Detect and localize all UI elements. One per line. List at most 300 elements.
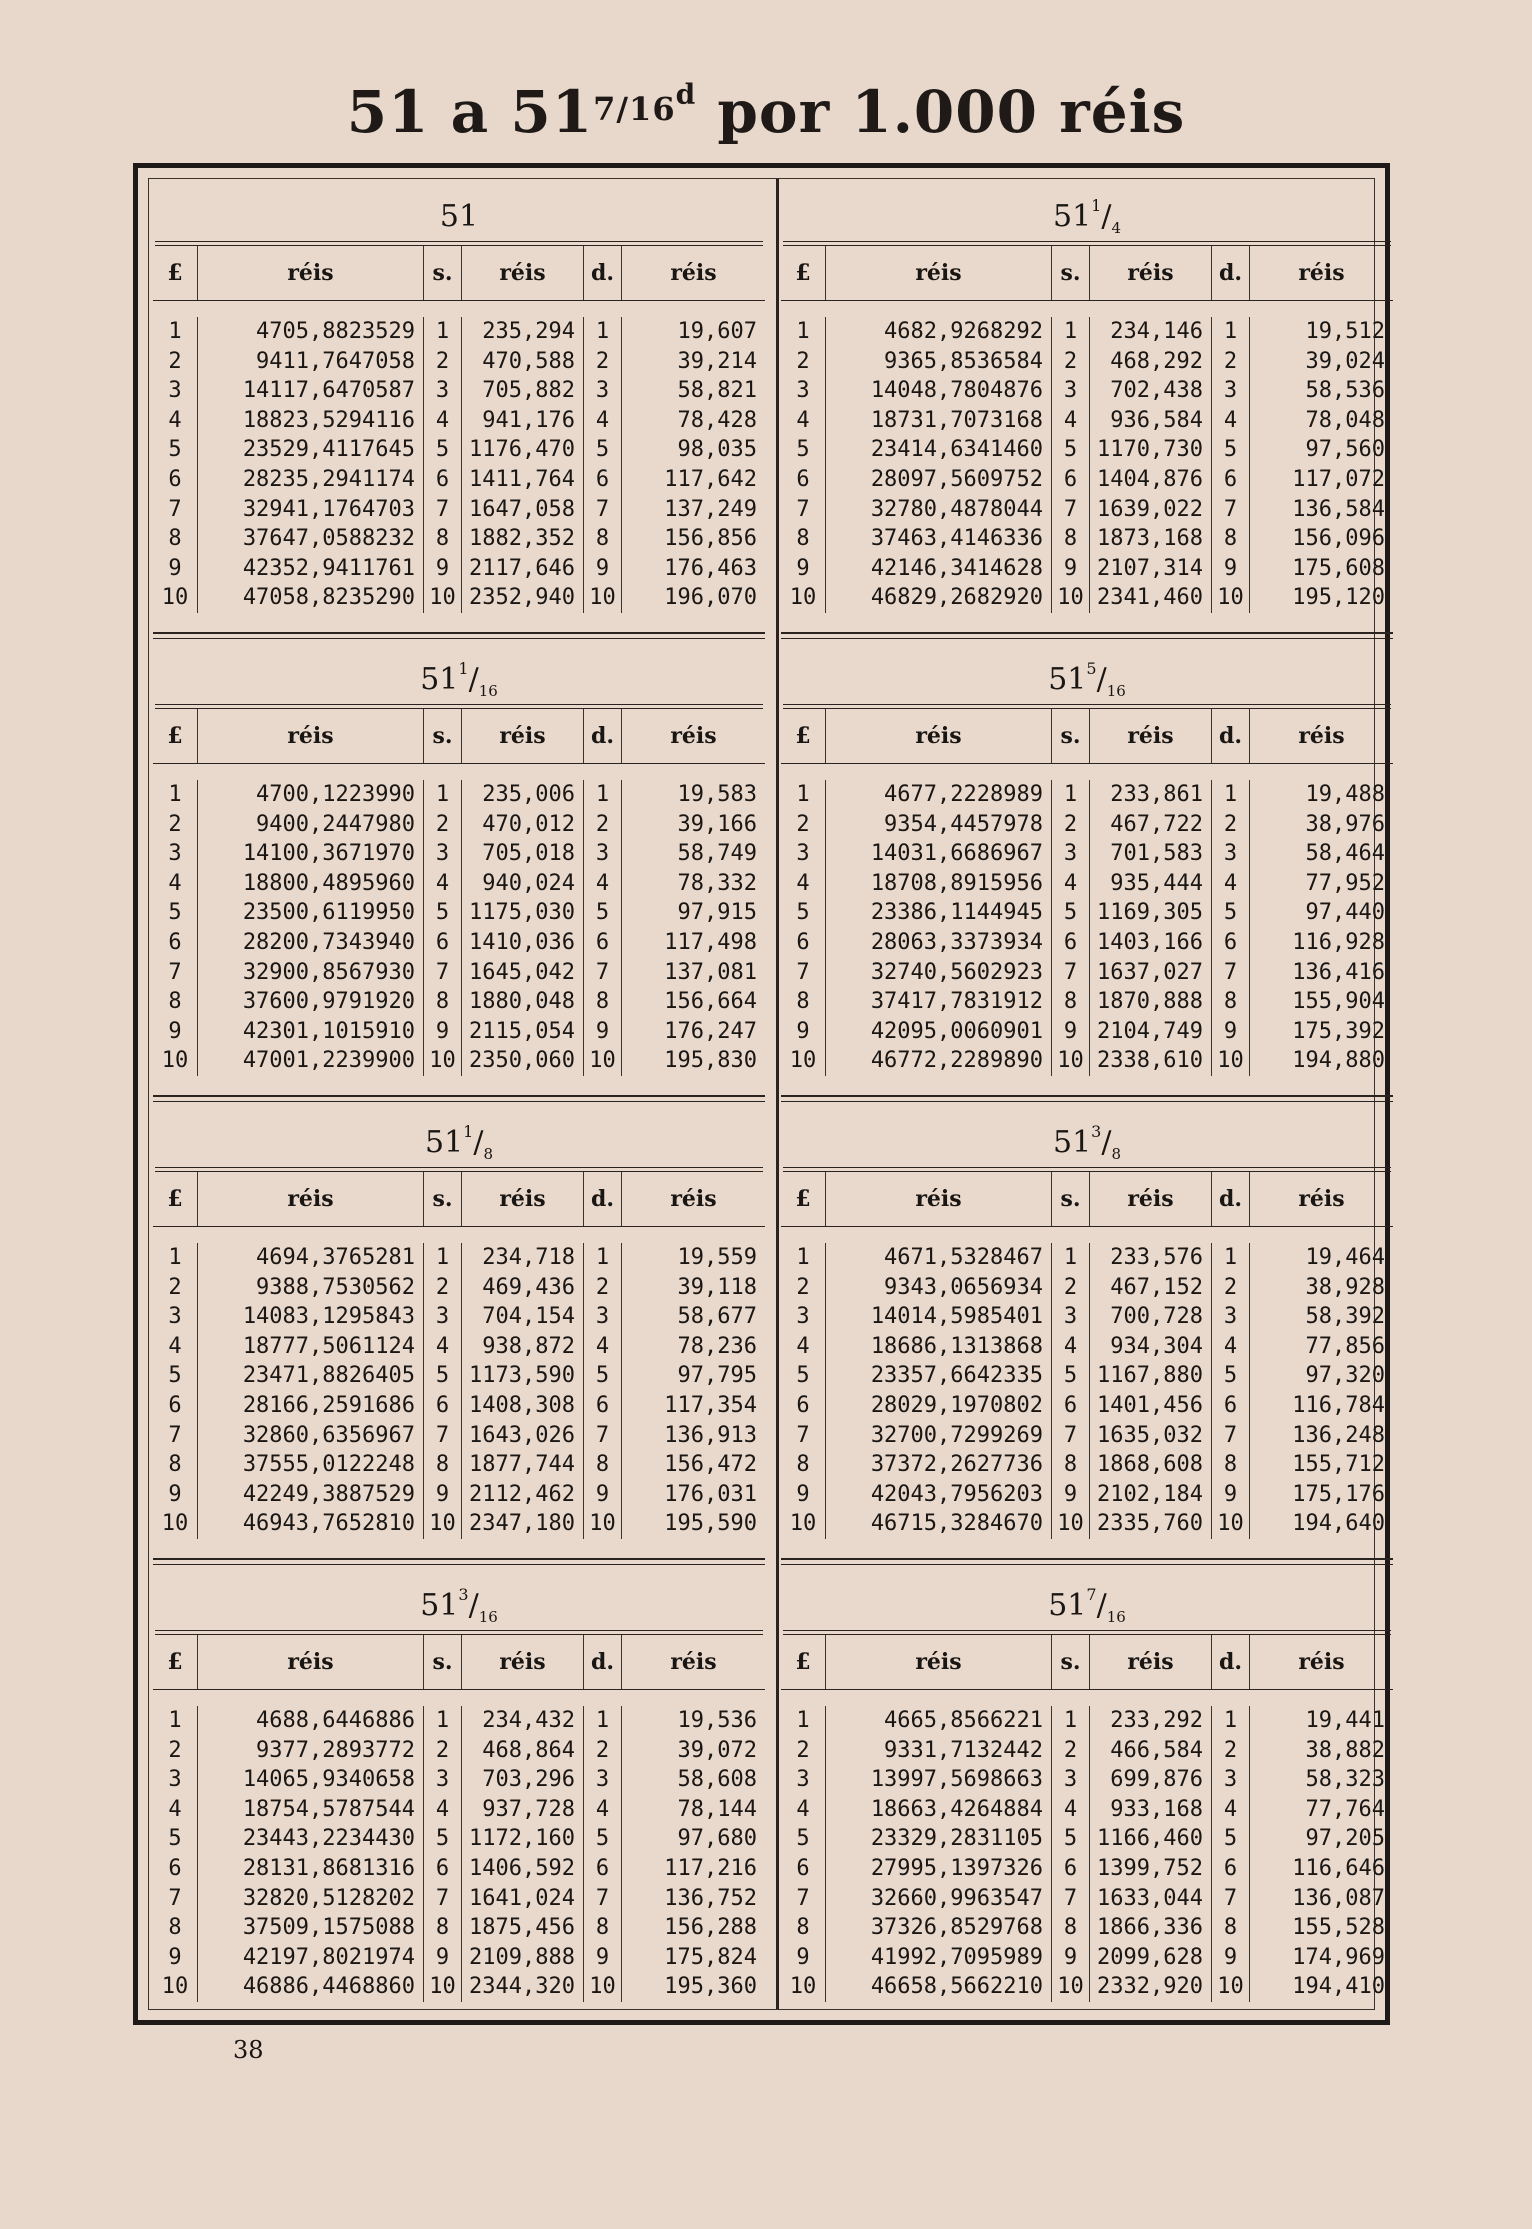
- table-cell: 234,432: [461, 1706, 583, 1736]
- table-cell: 1: [168, 319, 182, 344]
- table-cell: 4682,9268292: [825, 317, 1051, 347]
- table-cell: 2: [796, 811, 810, 837]
- table-cell: 10: [423, 1972, 461, 2002]
- table-cell: 28097,5609752: [825, 465, 1051, 495]
- table-row: [781, 987, 1393, 1017]
- table-cell: 2099,628: [1089, 1943, 1211, 1973]
- table-cell: 10: [161, 585, 189, 611]
- table-cell: 136,752: [621, 1884, 765, 1914]
- table-cell: 6: [168, 466, 182, 492]
- table-cell: 9: [423, 1017, 461, 1047]
- table-cell: 9411,7647058: [197, 347, 423, 377]
- table-cell: 3: [168, 1304, 182, 1330]
- table-cell: 7: [1211, 1884, 1249, 1914]
- table-row: [153, 1736, 765, 1766]
- table-rows: [781, 764, 1393, 1076]
- col-reis-header: réis: [825, 1172, 1051, 1226]
- table-row: [153, 1017, 765, 1047]
- table-cell: 14117,6470587: [197, 376, 423, 406]
- table-cell: 9: [1211, 554, 1249, 584]
- table-cell: 1870,888: [1089, 987, 1211, 1017]
- col-shilling-header: s.: [1051, 1172, 1089, 1226]
- table-cell: 97,915: [621, 898, 765, 928]
- rate-block: [153, 179, 765, 639]
- table-cell: 4: [1211, 406, 1249, 436]
- table-cell: 3: [583, 1765, 621, 1795]
- table-cell: 7: [423, 1421, 461, 1451]
- table-cell: 14083,1295843: [197, 1302, 423, 1332]
- table-cell: 1873,168: [1089, 524, 1211, 554]
- table-cell: 470,588: [461, 347, 583, 377]
- table-cell: 5: [168, 437, 182, 463]
- table-row: [153, 987, 765, 1017]
- col-pound-header: £: [795, 1649, 811, 1675]
- table-cell: 1633,044: [1089, 1884, 1211, 1914]
- table-cell: 1: [1051, 780, 1089, 810]
- table-cell: 9: [168, 1018, 182, 1044]
- table-cell: 14100,3671970: [197, 839, 423, 869]
- table-cell: 8: [1051, 1450, 1089, 1480]
- table-cell: 97,680: [621, 1824, 765, 1854]
- inner-frame: [148, 178, 1385, 2010]
- table-cell: 10: [423, 1046, 461, 1076]
- col-pence-header: d.: [1211, 709, 1249, 763]
- table-cell: 10: [583, 1972, 621, 2002]
- table-cell: 37509,1575088: [197, 1913, 423, 1943]
- table-cell: 937,728: [461, 1795, 583, 1825]
- table-row: [781, 928, 1393, 958]
- table-cell: 18823,5294116: [197, 406, 423, 436]
- table-row: [781, 495, 1393, 525]
- table-cell: 7: [1211, 1421, 1249, 1451]
- table-cell: 58,392: [1249, 1302, 1393, 1332]
- table-cell: 4688,6446886: [197, 1706, 423, 1736]
- table-row: [153, 1706, 765, 1736]
- table-cell: 19,536: [621, 1706, 765, 1736]
- table-cell: 2341,460: [1089, 583, 1211, 613]
- table-cell: 1: [796, 1245, 810, 1270]
- table-cell: 195,590: [621, 1509, 765, 1539]
- table-cell: 5: [1051, 898, 1089, 928]
- table-row: [781, 810, 1393, 840]
- table-cell: 1635,032: [1089, 1421, 1211, 1451]
- table-cell: 10: [789, 585, 817, 611]
- table-cell: 7: [1051, 958, 1089, 988]
- table-cell: 38,976: [1249, 810, 1393, 840]
- col-reis-header: réis: [197, 709, 423, 763]
- table-cell: 4: [423, 1795, 461, 1825]
- table-cell: 46715,3284670: [825, 1509, 1051, 1539]
- table-cell: 1: [1051, 1706, 1089, 1736]
- table-cell: 1866,336: [1089, 1913, 1211, 1943]
- table-cell: 3: [796, 378, 810, 404]
- table-row: [781, 1302, 1393, 1332]
- column-headers: [781, 246, 1393, 301]
- table-cell: 3: [796, 1304, 810, 1330]
- table-cell: 4: [168, 407, 182, 433]
- table-cell: 58,608: [621, 1765, 765, 1795]
- table-row: [781, 1273, 1393, 1303]
- table-cell: 8: [423, 1913, 461, 1943]
- table-cell: 6: [1211, 465, 1249, 495]
- table-cell: 7: [796, 496, 810, 522]
- table-cell: 4677,2228989: [825, 780, 1051, 810]
- table-cell: 9: [1211, 1480, 1249, 1510]
- block-rate-denominator: 8: [483, 1145, 494, 1163]
- block-rate-whole: 51: [420, 1588, 459, 1623]
- fraction-slash: /: [468, 1588, 479, 1623]
- table-cell: 8: [1051, 1913, 1089, 1943]
- table-cell: 4: [423, 1332, 461, 1362]
- table-row: [153, 1046, 765, 1076]
- table-cell: 10: [161, 1511, 189, 1537]
- table-cell: 8: [796, 1915, 810, 1941]
- table-cell: 32820,5128202: [197, 1884, 423, 1914]
- table-cell: 175,608: [1249, 554, 1393, 584]
- table-cell: 136,248: [1249, 1421, 1393, 1451]
- table-cell: 4: [583, 406, 621, 436]
- table-cell: 8: [168, 1915, 182, 1941]
- table-cell: 2: [1211, 1273, 1249, 1303]
- column-headers: [153, 1635, 765, 1690]
- table-cell: 2: [168, 1737, 182, 1763]
- col-pence-header: d.: [583, 1172, 621, 1226]
- table-cell: 10: [1211, 583, 1249, 613]
- table-cell: 233,292: [1089, 1706, 1211, 1736]
- table-cell: 4: [796, 1333, 810, 1359]
- table-cell: 1175,030: [461, 898, 583, 928]
- table-cell: 10: [583, 1046, 621, 1076]
- table-cell: 5: [423, 898, 461, 928]
- table-cell: 6: [796, 1855, 810, 1881]
- table-row: [781, 1480, 1393, 1510]
- table-cell: 6: [583, 1391, 621, 1421]
- table-row: [153, 376, 765, 406]
- table-cell: 4671,5328467: [825, 1243, 1051, 1273]
- col-pound-header: £: [167, 723, 183, 749]
- table-cell: 136,416: [1249, 958, 1393, 988]
- table-cell: 8: [583, 1913, 621, 1943]
- table-cell: 194,880: [1249, 1046, 1393, 1076]
- table-cell: 4: [583, 1332, 621, 1362]
- table-cell: 705,018: [461, 839, 583, 869]
- table-row: [153, 1884, 765, 1914]
- table-cell: 1: [1051, 317, 1089, 347]
- table-cell: 4: [1211, 869, 1249, 899]
- block-bottom-rule: [781, 632, 1393, 639]
- table-cell: 156,856: [621, 524, 765, 554]
- table-cell: 174,969: [1249, 1943, 1393, 1973]
- table-cell: 1643,026: [461, 1421, 583, 1451]
- table-cell: 19,441: [1249, 1706, 1393, 1736]
- table-cell: 5: [1211, 1361, 1249, 1391]
- table-cell: 8: [423, 987, 461, 1017]
- table-cell: 1: [423, 317, 461, 347]
- table-row: [153, 1391, 765, 1421]
- block-rate-whole: 51: [1052, 1125, 1092, 1160]
- block-bottom-rule: [153, 632, 765, 639]
- table-cell: 8: [1211, 1913, 1249, 1943]
- table-cell: 156,096: [1249, 524, 1393, 554]
- table-cell: 10: [789, 1511, 817, 1537]
- table-row: [781, 1332, 1393, 1362]
- table-cell: 702,438: [1089, 376, 1211, 406]
- title-main: 51 a 51: [346, 78, 594, 146]
- col-reis-header: réis: [621, 709, 765, 763]
- table-cell: 4665,8566221: [825, 1706, 1051, 1736]
- block-rate-numerator: 1: [1091, 196, 1102, 215]
- table-cell: 46829,2682920: [825, 583, 1051, 613]
- table-cell: 5: [583, 1361, 621, 1391]
- block-heading: [153, 1105, 765, 1167]
- col-pence-header: d.: [583, 1635, 621, 1689]
- block-rate-denominator: 8: [1111, 1145, 1122, 1163]
- table-cell: 23386,1144945: [825, 898, 1051, 928]
- table-cell: 8: [583, 524, 621, 554]
- table-cell: 14031,6686967: [825, 839, 1051, 869]
- table-cell: 117,498: [621, 928, 765, 958]
- table-cell: 1647,058: [461, 495, 583, 525]
- table-cell: 2: [583, 810, 621, 840]
- table-cell: 467,152: [1089, 1273, 1211, 1303]
- col-shilling-header: s.: [1051, 709, 1089, 763]
- fraction-slash: /: [473, 1125, 484, 1160]
- table-cell: 97,320: [1249, 1361, 1393, 1391]
- table-cell: 6: [1051, 1391, 1089, 1421]
- table-cell: 194,410: [1249, 1972, 1393, 2002]
- table-cell: 3: [423, 1302, 461, 1332]
- table-cell: 4: [1051, 1795, 1089, 1825]
- table-cell: 5: [1211, 1824, 1249, 1854]
- table-cell: 7: [583, 958, 621, 988]
- table-cell: 14014,5985401: [825, 1302, 1051, 1332]
- table-row: [153, 1273, 765, 1303]
- table-cell: 18708,8915956: [825, 869, 1051, 899]
- table-cell: 23414,6341460: [825, 435, 1051, 465]
- table-cell: 8: [168, 526, 182, 552]
- table-cell: 7: [583, 495, 621, 525]
- table-cell: 32660,9963547: [825, 1884, 1051, 1914]
- table-cell: 9: [796, 1944, 810, 1970]
- page-number: 38: [233, 2036, 264, 2064]
- table-cell: 469,436: [461, 1273, 583, 1303]
- table-cell: 9388,7530562: [197, 1273, 423, 1303]
- table-cell: 6: [423, 928, 461, 958]
- table-cell: 39,118: [621, 1273, 765, 1303]
- table-cell: 1406,592: [461, 1854, 583, 1884]
- table-cell: 9: [796, 555, 810, 581]
- table-cell: 3: [1211, 1765, 1249, 1795]
- table-cell: 32941,1764703: [197, 495, 423, 525]
- table-cell: 8: [1051, 524, 1089, 554]
- table-cell: 42249,3887529: [197, 1480, 423, 1510]
- table-cell: 195,830: [621, 1046, 765, 1076]
- table-row: [153, 1824, 765, 1854]
- table-row: [153, 1943, 765, 1973]
- table-cell: 156,472: [621, 1450, 765, 1480]
- table-cell: 1639,022: [1089, 495, 1211, 525]
- table-cell: 78,048: [1249, 406, 1393, 436]
- table-cell: 2: [796, 348, 810, 374]
- table-cell: 3: [1051, 1302, 1089, 1332]
- table-row: [153, 1795, 765, 1825]
- table-cell: 4: [168, 870, 182, 896]
- table-cell: 5: [1051, 1824, 1089, 1854]
- col-reis-header: réis: [1249, 1172, 1393, 1226]
- table-cell: 27995,1397326: [825, 1854, 1051, 1884]
- table-cell: 10: [1051, 583, 1089, 613]
- col-pound-header: £: [167, 260, 183, 286]
- table-cell: 1170,730: [1089, 435, 1211, 465]
- table-cell: 46658,5662210: [825, 1972, 1051, 2002]
- table-cell: 28063,3373934: [825, 928, 1051, 958]
- table-row: [781, 898, 1393, 928]
- table-cell: 704,154: [461, 1302, 583, 1332]
- table-cell: 1: [583, 1243, 621, 1273]
- table-cell: 5: [1051, 435, 1089, 465]
- table-cell: 9: [1051, 1943, 1089, 1973]
- table-cell: 2: [583, 1736, 621, 1766]
- rate-block: [153, 1568, 765, 2028]
- table-row: [781, 524, 1393, 554]
- table-row: [153, 317, 765, 347]
- block-heading: [781, 179, 1393, 241]
- table-cell: 5: [796, 900, 810, 926]
- table-row: [781, 839, 1393, 869]
- block-bottom-rule: [781, 1095, 1393, 1102]
- col-reis-header: réis: [461, 1172, 583, 1226]
- table-cell: 9: [423, 554, 461, 584]
- table-cell: 37555,0122248: [197, 1450, 423, 1480]
- table-cell: 7: [1051, 1421, 1089, 1451]
- table-cell: 2: [1051, 1273, 1089, 1303]
- table-row: [153, 435, 765, 465]
- col-reis-header: réis: [825, 246, 1051, 300]
- table-cell: 10: [161, 1974, 189, 2000]
- table-cell: 2: [168, 811, 182, 837]
- table-cell: 8: [796, 526, 810, 552]
- block-rate-numerator: 5: [1086, 659, 1097, 678]
- table-cell: 934,304: [1089, 1332, 1211, 1362]
- table-row: [153, 1854, 765, 1884]
- col-pound-header: £: [795, 723, 811, 749]
- table-cell: 117,354: [621, 1391, 765, 1421]
- block-bottom-rule: [153, 1095, 765, 1102]
- table-cell: 4705,8823529: [197, 317, 423, 347]
- table-cell: 1: [423, 1243, 461, 1273]
- table-cell: 10: [1051, 1509, 1089, 1539]
- table-cell: 6: [168, 1392, 182, 1418]
- table-cell: 39,024: [1249, 347, 1393, 377]
- table-cell: 8: [583, 1450, 621, 1480]
- table-cell: 3: [1051, 1765, 1089, 1795]
- table-cell: 18754,5787544: [197, 1795, 423, 1825]
- table-cell: 42352,9411761: [197, 554, 423, 584]
- column-headers: [781, 1172, 1393, 1227]
- table-cell: 39,072: [621, 1736, 765, 1766]
- rate-block: [153, 1105, 765, 1565]
- table-cell: 9: [168, 1481, 182, 1507]
- table-cell: 97,795: [621, 1361, 765, 1391]
- col-reis-header: réis: [1249, 709, 1393, 763]
- table-cell: 117,216: [621, 1854, 765, 1884]
- table-cell: 32700,7299269: [825, 1421, 1051, 1451]
- table-cell: 19,583: [621, 780, 765, 810]
- table-row: [781, 1509, 1393, 1539]
- block-rate-denominator: 4: [1111, 219, 1122, 237]
- table-cell: 938,872: [461, 1332, 583, 1362]
- table-cell: 10: [1211, 1509, 1249, 1539]
- table-cell: 38,928: [1249, 1273, 1393, 1303]
- table-cell: 8: [423, 1450, 461, 1480]
- table-cell: 6: [1211, 1391, 1249, 1421]
- table-cell: 1399,752: [1089, 1854, 1211, 1884]
- table-rows: [153, 1690, 765, 2002]
- table-cell: 5: [796, 437, 810, 463]
- table-cell: 116,646: [1249, 1854, 1393, 1884]
- fraction-slash: /: [1101, 1125, 1112, 1160]
- table-cell: 9343,0656934: [825, 1273, 1051, 1303]
- table-cell: 9: [583, 554, 621, 584]
- table-cell: 7: [423, 495, 461, 525]
- col-reis-header: réis: [621, 1635, 765, 1689]
- table-cell: 7: [423, 958, 461, 988]
- table-cell: 41992,7095989: [825, 1943, 1051, 1973]
- table-cell: 6: [796, 929, 810, 955]
- table-row: [781, 958, 1393, 988]
- table-cell: 6: [1051, 465, 1089, 495]
- table-cell: 58,323: [1249, 1765, 1393, 1795]
- table-cell: 136,584: [1249, 495, 1393, 525]
- table-cell: 196,070: [621, 583, 765, 613]
- table-cell: 9: [1051, 554, 1089, 584]
- table-cell: 58,677: [621, 1302, 765, 1332]
- table-cell: 234,718: [461, 1243, 583, 1273]
- table-row: [781, 317, 1393, 347]
- table-cell: 117,642: [621, 465, 765, 495]
- table-cell: 4: [1051, 869, 1089, 899]
- table-cell: 1172,160: [461, 1824, 583, 1854]
- table-cell: 8: [583, 987, 621, 1017]
- table-row: [781, 1854, 1393, 1884]
- col-pence-header: d.: [583, 709, 621, 763]
- block-rate-whole: 51: [439, 199, 479, 234]
- col-reis-header: réis: [1089, 709, 1211, 763]
- col-shilling-header: s.: [1051, 1635, 1089, 1689]
- table-cell: 46772,2289890: [825, 1046, 1051, 1076]
- table-cell: 1: [168, 1245, 182, 1270]
- table-cell: 470,012: [461, 810, 583, 840]
- table-cell: 97,560: [1249, 435, 1393, 465]
- table-cell: 2: [583, 347, 621, 377]
- block-rate-denominator: 16: [1106, 1608, 1126, 1626]
- table-cell: 1: [1211, 780, 1249, 810]
- table-cell: 5: [1211, 898, 1249, 928]
- table-cell: 10: [583, 1509, 621, 1539]
- table-cell: 2104,749: [1089, 1017, 1211, 1047]
- table-cell: 32860,6356967: [197, 1421, 423, 1451]
- table-cell: 18686,1313868: [825, 1332, 1051, 1362]
- table-cell: 116,928: [1249, 928, 1393, 958]
- table-cell: 8: [168, 1452, 182, 1478]
- fraction-slash: /: [468, 662, 479, 697]
- table-rows: [781, 301, 1393, 613]
- table-cell: 32780,4878044: [825, 495, 1051, 525]
- table-cell: 1: [168, 782, 182, 807]
- table-cell: 2: [1211, 1736, 1249, 1766]
- table-cell: 137,081: [621, 958, 765, 988]
- table-cell: 1: [583, 1706, 621, 1736]
